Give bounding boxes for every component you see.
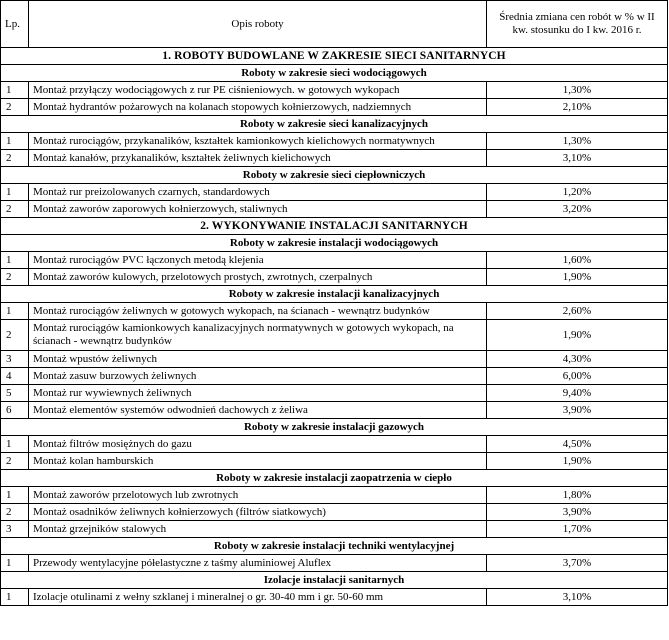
row-price-change: 1,80% <box>487 487 668 504</box>
subsection-header-row <box>1 286 668 303</box>
row-number: 3 <box>1 521 29 538</box>
table-header-row <box>1 1 668 48</box>
subsection-header-row <box>1 470 668 487</box>
row-number: 1 <box>1 303 29 320</box>
section-header-row <box>1 218 668 235</box>
row-number: 4 <box>1 368 29 385</box>
row-description: Montaż przyłączy wodociągowych z rur PE ciśnieniowych. w gotowych wykopach <box>29 82 487 99</box>
table-row <box>1 385 668 402</box>
row-number: 1 <box>1 252 29 269</box>
row-price-change: 1,30% <box>487 82 668 99</box>
table-body <box>1 48 668 606</box>
row-description: Montaż hydrantów pożarowych na kolanach stopowych kołnierzowych, nadziemnych <box>29 99 487 116</box>
row-description: Montaż rurociągów żeliwnych w gotowych wykopach, na ścianach - wewnątrz budynków <box>29 303 487 320</box>
row-number: 1 <box>1 555 29 572</box>
row-description: Montaż zaworów przelotowych lub zwrotnych <box>29 487 487 504</box>
row-price-change: 1,90% <box>487 269 668 286</box>
row-price-change: 2,60% <box>487 303 668 320</box>
table-row <box>1 453 668 470</box>
subsection-header-row <box>1 572 668 589</box>
subsection-title: Roboty w zakresie sieci wodociągowych <box>1 65 668 82</box>
row-number: 2 <box>1 453 29 470</box>
table-row <box>1 320 668 351</box>
section-title: 2. WYKONYWANIE INSTALACJI SANITARNYCH <box>1 218 668 235</box>
subsection-title: Roboty w zakresie instalacji techniki wentylacyjnej <box>1 538 668 555</box>
table-row <box>1 99 668 116</box>
row-price-change: 3,70% <box>487 555 668 572</box>
row-description: Montaż zaworów zaporowych kołnierzowych, staliwnych <box>29 201 487 218</box>
row-number: 6 <box>1 402 29 419</box>
row-number: 2 <box>1 201 29 218</box>
row-number: 3 <box>1 351 29 368</box>
table-row <box>1 436 668 453</box>
subsection-title: Roboty w zakresie instalacji kanalizacyjnych <box>1 286 668 303</box>
subsection-header-row <box>1 65 668 82</box>
table-row <box>1 351 668 368</box>
row-description: Montaż rur preizolowanych czarnych, standardowych <box>29 184 487 201</box>
subsection-header-row <box>1 538 668 555</box>
row-number: 2 <box>1 504 29 521</box>
row-description: Montaż osadników żeliwnych kołnierzowych (filtrów siatkowych) <box>29 504 487 521</box>
column-header-description: Opis roboty <box>29 1 487 48</box>
row-description: Montaż rur wywiewnych żeliwnych <box>29 385 487 402</box>
row-price-change: 1,60% <box>487 252 668 269</box>
row-description: Montaż wpustów żeliwnych <box>29 351 487 368</box>
row-number: 2 <box>1 99 29 116</box>
row-price-change: 1,90% <box>487 320 668 351</box>
subsection-header-row <box>1 116 668 133</box>
row-number: 1 <box>1 589 29 606</box>
section-header-row <box>1 48 668 65</box>
row-price-change: 6,00% <box>487 368 668 385</box>
row-number: 5 <box>1 385 29 402</box>
row-description: Montaż rurociągów kamionkowych kanalizacyjnych normatywnych w gotowych wykopach, na ścianach - wewnątrz budynków <box>29 320 487 351</box>
row-number: 1 <box>1 487 29 504</box>
table-row <box>1 504 668 521</box>
table-row <box>1 150 668 167</box>
row-price-change: 3,20% <box>487 201 668 218</box>
row-price-change: 3,10% <box>487 589 668 606</box>
row-number: 2 <box>1 320 29 351</box>
row-price-change: 1,90% <box>487 453 668 470</box>
row-price-change: 3,10% <box>487 150 668 167</box>
table-row <box>1 402 668 419</box>
row-price-change: 2,10% <box>487 99 668 116</box>
row-price-change: 3,90% <box>487 504 668 521</box>
row-price-change: 1,20% <box>487 184 668 201</box>
row-price-change: 3,90% <box>487 402 668 419</box>
row-description: Montaż filtrów mosiężnych do gazu <box>29 436 487 453</box>
row-description: Montaż kolan hamburskich <box>29 453 487 470</box>
subsection-title: Izolacje instalacji sanitarnych <box>1 572 668 589</box>
row-description: Montaż zasuw burzowych żeliwnych <box>29 368 487 385</box>
table-row <box>1 252 668 269</box>
row-description: Montaż rurociągów PVC łączonych metodą klejenia <box>29 252 487 269</box>
table-row <box>1 368 668 385</box>
table-row <box>1 82 668 99</box>
subsection-header-row <box>1 167 668 184</box>
row-price-change: 4,50% <box>487 436 668 453</box>
subsection-header-row <box>1 419 668 436</box>
row-price-change: 1,30% <box>487 133 668 150</box>
row-price-change: 1,70% <box>487 521 668 538</box>
subsection-title: Roboty w zakresie instalacji zaopatrzenia w ciepło <box>1 470 668 487</box>
table-row <box>1 303 668 320</box>
table-row <box>1 487 668 504</box>
row-number: 1 <box>1 133 29 150</box>
row-description: Montaż rurociągów, przykanalików, kształtek kamionkowych kielichowych normatywnych <box>29 133 487 150</box>
row-description: Izolacje otulinami z wełny szklanej i mineralnej o gr. 30-40 mm i gr. 50-60 mm <box>29 589 487 606</box>
row-number: 2 <box>1 269 29 286</box>
row-number: 2 <box>1 150 29 167</box>
row-number: 1 <box>1 436 29 453</box>
row-number: 1 <box>1 82 29 99</box>
row-description: Montaż elementów systemów odwodnień dachowych z żeliwa <box>29 402 487 419</box>
table-row <box>1 269 668 286</box>
subsection-title: Roboty w zakresie instalacji gazowych <box>1 419 668 436</box>
subsection-header-row <box>1 235 668 252</box>
table-row <box>1 521 668 538</box>
column-header-lp: Lp. <box>1 1 29 48</box>
subsection-title: Roboty w zakresie sieci kanalizacyjnych <box>1 116 668 133</box>
row-description: Przewody wentylacyjne półelastyczne z taśmy aluminiowej Aluflex <box>29 555 487 572</box>
section-title: 1. ROBOTY BUDOWLANE W ZAKRESIE SIECI SANITARNYCH <box>1 48 668 65</box>
row-description: Montaż zaworów kulowych, przelotowych prostych, zwrotnych, czerpalnych <box>29 269 487 286</box>
column-header-price-change: Średnia zmiana cen robót w % w II kw. stosunku do I kw. 2016 r. <box>487 1 668 48</box>
row-number: 1 <box>1 184 29 201</box>
row-description: Montaż kanałów, przykanalików, kształtek żeliwnych kielichowych <box>29 150 487 167</box>
row-price-change: 9,40% <box>487 385 668 402</box>
table-row <box>1 133 668 150</box>
table-row <box>1 555 668 572</box>
table-row <box>1 201 668 218</box>
table-row <box>1 184 668 201</box>
row-description: Montaż grzejników stalowych <box>29 521 487 538</box>
subsection-title: Roboty w zakresie instalacji wodociągowych <box>1 235 668 252</box>
subsection-title: Roboty w zakresie sieci ciepłowniczych <box>1 167 668 184</box>
table-row <box>1 589 668 606</box>
row-price-change: 4,30% <box>487 351 668 368</box>
